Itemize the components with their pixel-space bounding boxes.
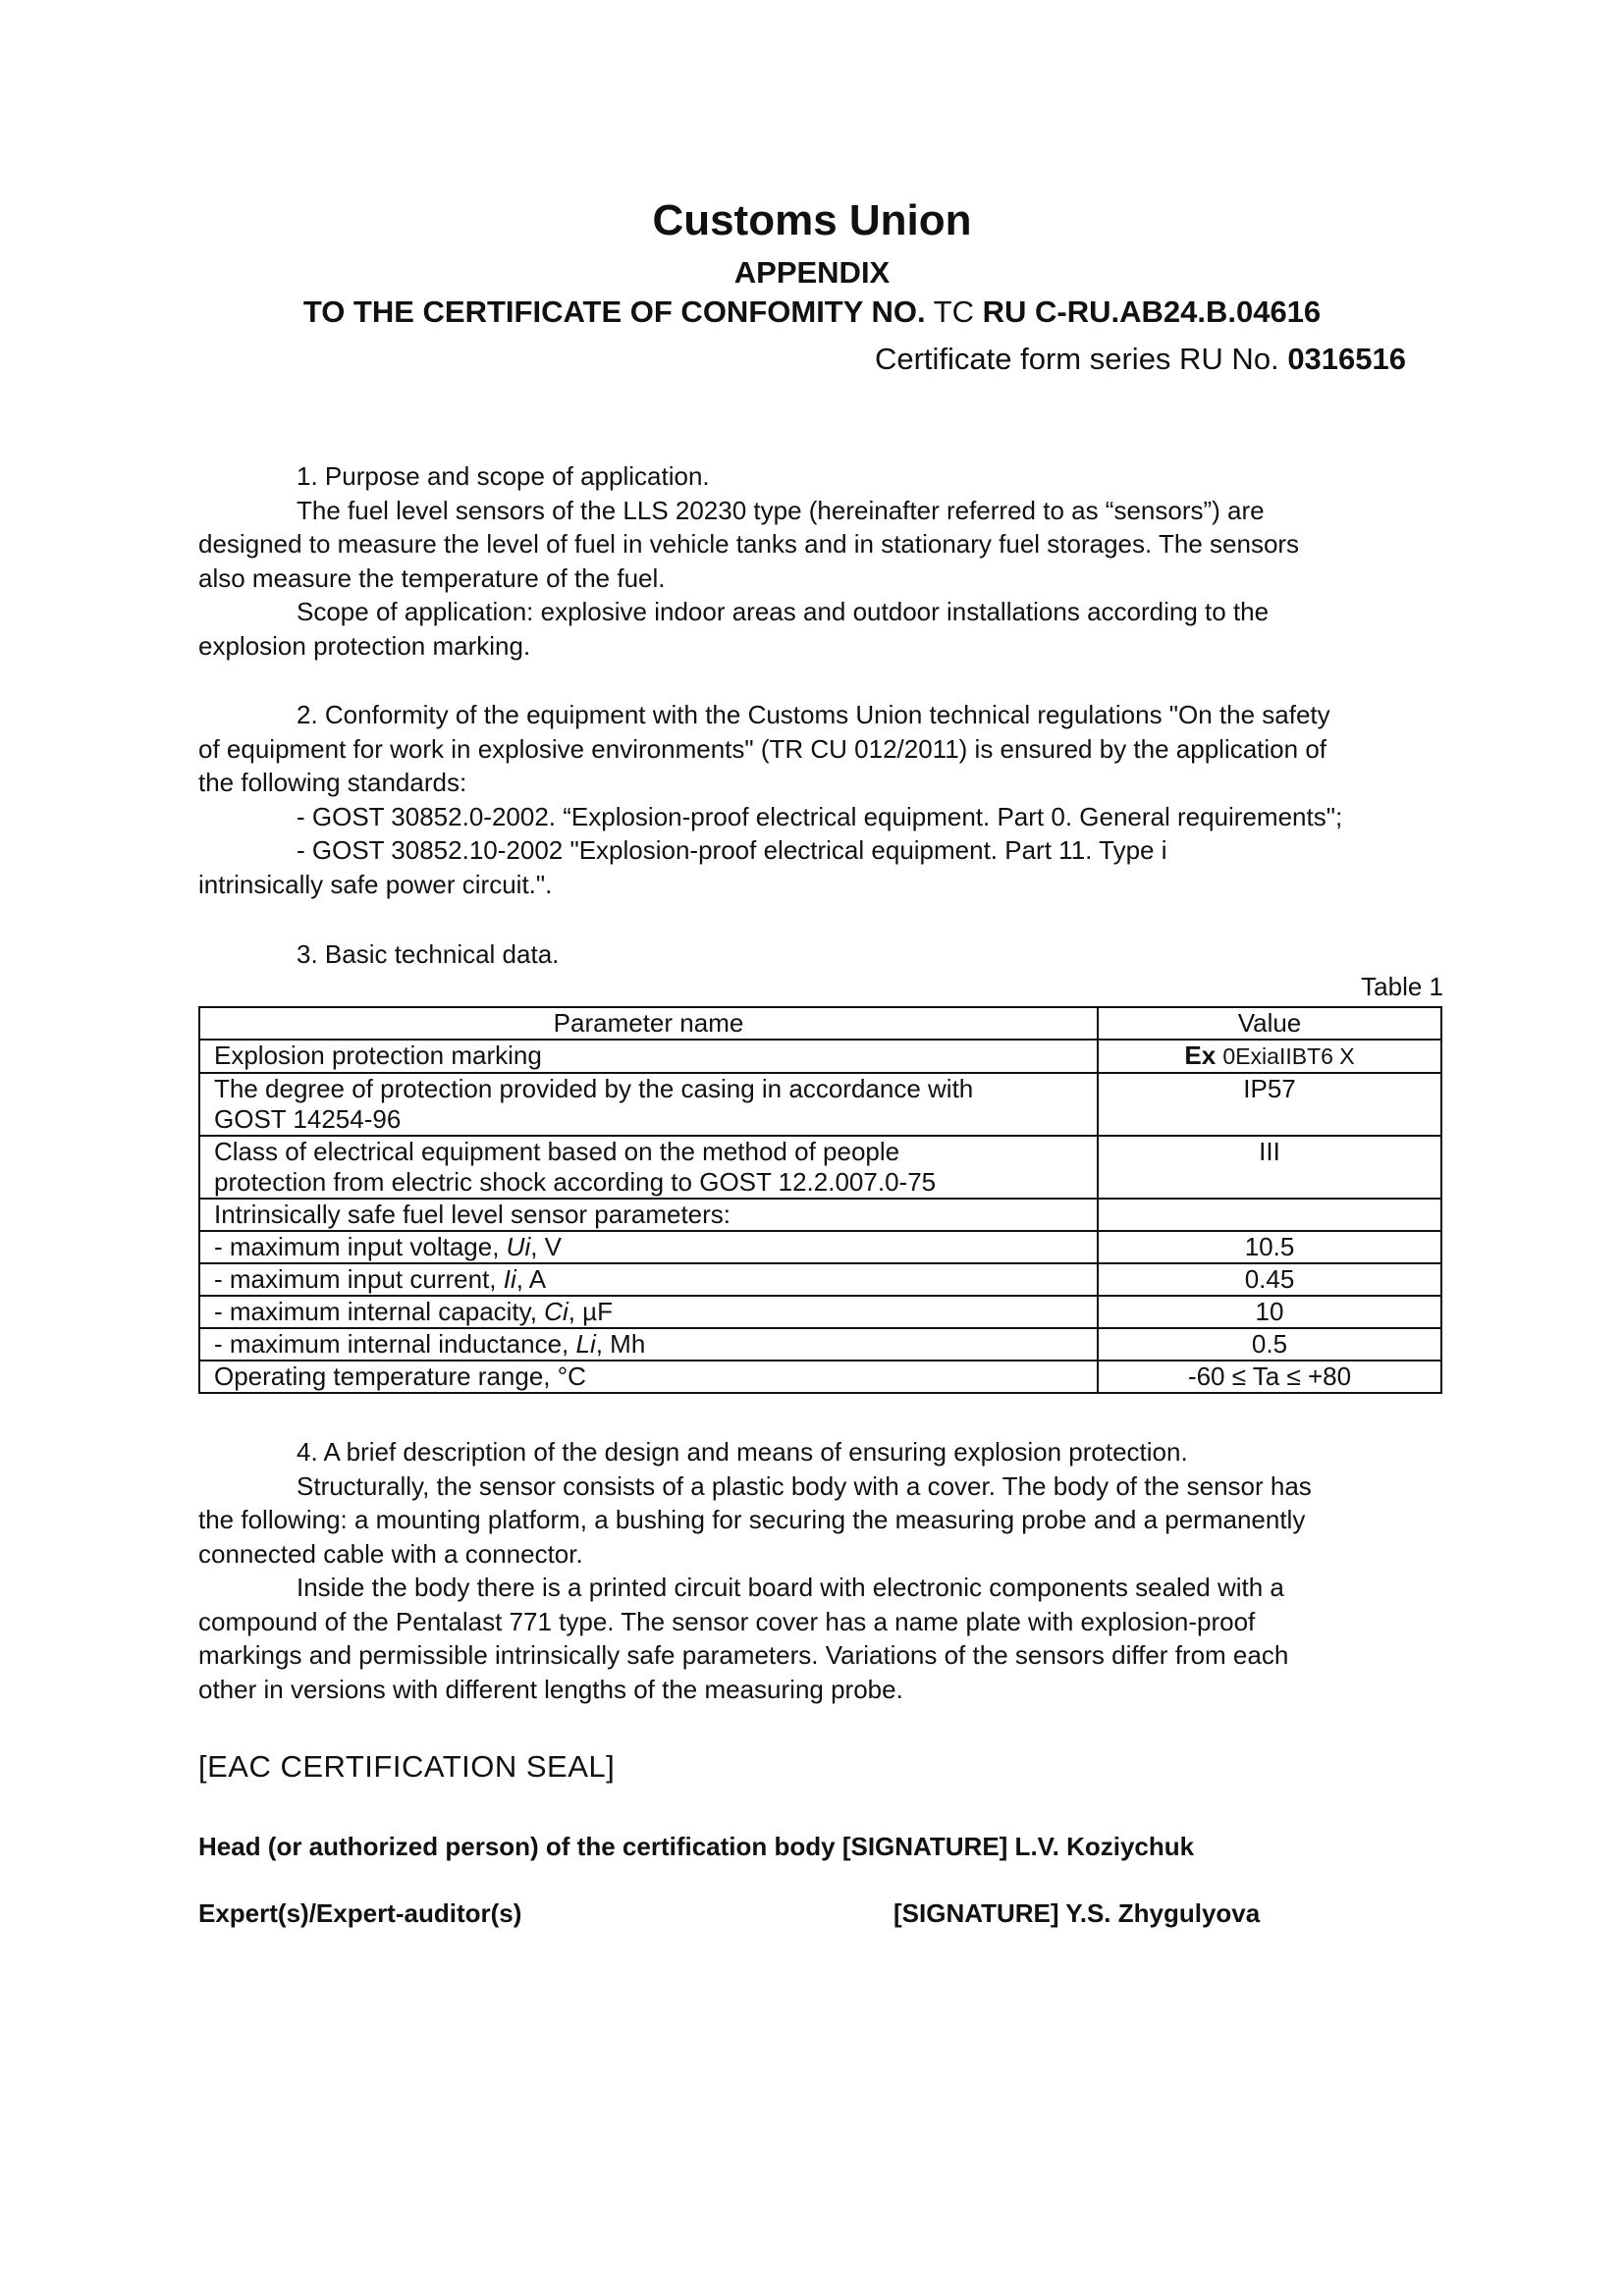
- appendix-heading: APPENDIX: [733, 255, 891, 290]
- section-4-line: markings and permissible intrinsically safe parameters. Variations of the sensors differ from each: [198, 1640, 1289, 1670]
- form-series-number: 0316516: [1287, 342, 1406, 376]
- section-4-line: the following: a mounting platform, a bushing for securing the measuring probe and a permanently: [198, 1505, 1306, 1534]
- parameter-cell: [199, 1199, 1098, 1231]
- parameter-unit: , Mh: [595, 1329, 646, 1359]
- value-cell: -60 ≤ Ta ≤ +80: [1098, 1361, 1441, 1393]
- parameter-name-cont: GOST 14254-96: [214, 1104, 402, 1134]
- parameter-name: - maximum internal capacity,: [214, 1297, 545, 1326]
- parameter-name: Intrinsically safe fuel level sensor parameters:: [214, 1200, 731, 1229]
- section-4-line: other in versions with different lengths of the measuring probe.: [198, 1674, 903, 1704]
- parameter-symbol: Li: [575, 1329, 596, 1359]
- document-title: Customs Union: [652, 196, 972, 244]
- section-2-line: intrinsically safe power circuit.".: [198, 869, 553, 899]
- value-cell: 0.5: [1098, 1328, 1441, 1361]
- form-series-label: Certificate form series RU No.: [874, 342, 1279, 376]
- form-series: [875, 342, 1406, 377]
- section-1-line: also measure the temperature of the fuel.: [198, 562, 666, 593]
- section-4-line: Structurally, the sensor consists of a plastic body with a cover. The body of the sensor has: [297, 1470, 1312, 1501]
- table-row: [199, 1361, 1441, 1393]
- table-row: [199, 1263, 1441, 1296]
- ex-mark: Ex: [1184, 1041, 1217, 1070]
- section-2-line: of equipment for work in explosive environments" (TR CU 012/2011) is ensured by the application of: [198, 733, 1327, 764]
- value-cell: [1098, 1199, 1441, 1231]
- column-header-value: Value: [1098, 1007, 1441, 1040]
- parameter-cell: [199, 1231, 1098, 1263]
- parameter-cell: [199, 1040, 1098, 1073]
- certificate-number: RU C-RU.AB24.B.04616: [982, 294, 1322, 329]
- value-cell: 10: [1098, 1296, 1441, 1328]
- value-cell: III: [1098, 1136, 1441, 1199]
- parameter-cell: [199, 1136, 1098, 1199]
- parameter-unit: , V: [530, 1232, 563, 1261]
- section-4: [198, 1435, 1435, 1706]
- parameter-name: Class of electrical equipment based on the method of people: [214, 1137, 900, 1166]
- table-row: [199, 1199, 1441, 1231]
- parameter-cell: [199, 1296, 1098, 1328]
- value-cell: 10.5: [1098, 1231, 1441, 1263]
- marking-value: 0ExiaIIBT6 X: [1222, 1043, 1355, 1069]
- section-4-line: compound of the Pentalast 771 type. The sensor cover has a name plate with explosion-proof: [198, 1606, 1256, 1636]
- section-2-line: 2. Conformity of the equipment with the Customs Union technical regulations "On the safety: [297, 700, 1330, 729]
- parameter-cell: [199, 1073, 1098, 1136]
- table-header-row: [199, 1007, 1441, 1040]
- table-row: [199, 1296, 1441, 1328]
- parameter-cell: [199, 1361, 1098, 1393]
- section-4-heading: 4. A brief description of the design and means of ensuring explosion protection.: [297, 1437, 1188, 1467]
- column-header-parameter: Parameter name: [199, 1007, 1098, 1040]
- parameter-name: Operating temperature range, °C: [214, 1362, 586, 1391]
- parameter-symbol: Ui: [506, 1232, 531, 1261]
- value-cell: IP57: [1098, 1073, 1441, 1136]
- section-1: [198, 459, 1435, 663]
- section-2-line: - GOST 30852.10-2002 "Explosion-proof electrical equipment. Part 11. Type i: [297, 835, 1167, 865]
- parameter-symbol: Ci: [544, 1297, 568, 1326]
- parameter-symbol: Ii: [503, 1264, 516, 1294]
- section-1-line: The fuel level sensors of the LLS 20230 type (hereinafter referred to as “sensors”) are: [297, 495, 1265, 525]
- table-row: [199, 1136, 1441, 1199]
- section-1-line: Scope of application: explosive indoor areas and outdoor installations according to the: [297, 597, 1270, 626]
- parameter-cell: [199, 1263, 1098, 1296]
- section-4-line: connected cable with a connector.: [198, 1538, 583, 1569]
- parameter-unit: , A: [515, 1264, 547, 1294]
- table-label: Table 1: [1361, 972, 1443, 1001]
- certificate-prefix: TO THE CERTIFICATE OF CONFOMITY NO.: [302, 294, 926, 329]
- section-1-line: explosion protection marking.: [198, 630, 531, 661]
- head-signature-line: Head (or authorized person) of the certification body [SIGNATURE] L.V. Koziychuk: [198, 1832, 1195, 1861]
- table-row: [199, 1073, 1441, 1136]
- table-row: [199, 1040, 1441, 1073]
- section-2: [198, 698, 1435, 901]
- parameter-name: - maximum input current,: [214, 1264, 504, 1294]
- expert-signature: [SIGNATURE] Y.S. Zhygulyova: [893, 1898, 1261, 1928]
- section-1-line: designed to measure the level of fuel in vehicle tanks and in stationary fuel storages. The sensors: [198, 529, 1300, 559]
- value-cell: [1098, 1040, 1441, 1073]
- table-row: [199, 1328, 1441, 1361]
- eac-seal-placeholder: [EAC CERTIFICATION SEAL]: [198, 1749, 616, 1784]
- certificate-tc: TC: [933, 294, 974, 329]
- section-2-line: - GOST 30852.0-2002. “Explosion-proof electrical equipment. Part 0. General requirements";: [297, 801, 1343, 831]
- parameter-name: - maximum internal inductance,: [214, 1329, 576, 1359]
- parameter-unit: , µF: [568, 1297, 614, 1326]
- parameter-name: - maximum input voltage,: [214, 1232, 507, 1261]
- parameter-name-cont: protection from electric shock according to GOST 12.2.007.0-75: [214, 1167, 937, 1197]
- value-cell: 0.45: [1098, 1263, 1441, 1296]
- table-row: [199, 1231, 1441, 1263]
- certificate-heading: [0, 294, 1624, 330]
- parameter-name: Explosion protection marking: [214, 1041, 542, 1070]
- section-1-heading: 1. Purpose and scope of application.: [297, 461, 710, 491]
- expert-label: Expert(s)/Expert-auditor(s): [198, 1898, 522, 1928]
- section-4-line: Inside the body there is a printed circuit board with electronic components sealed with a: [297, 1573, 1284, 1602]
- parameter-name: The degree of protection provided by the casing in accordance with: [214, 1074, 974, 1103]
- section-3-heading: 3. Basic technical data.: [297, 939, 560, 969]
- section-3: [198, 937, 1435, 972]
- parameter-cell: [199, 1328, 1098, 1361]
- section-2-line: the following standards:: [198, 768, 467, 797]
- technical-data-table: [198, 1006, 1442, 1394]
